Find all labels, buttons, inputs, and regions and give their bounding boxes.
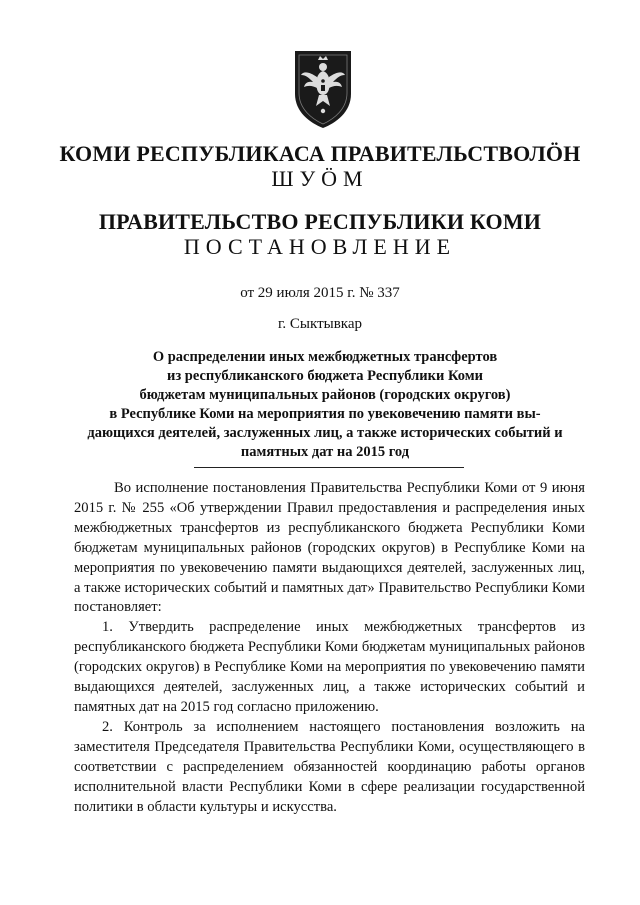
clause-2: 2. Контроль за исполнением настоящего постановления возложить на заместителя Председателя Правительства Республики Коми, осуществляющего в соответствии с распределением обязанностей координацию работы органов исполнительной власти Республики Коми в сфере реализации государственной политики в области культуры и искусства.	[74, 718, 585, 815]
document-title	[70, 348, 580, 462]
title-divider	[194, 467, 464, 468]
preamble-paragraph: Во исполнение постановления Правительства Республики Коми от 9 июня 2015 г. № 255 «Об утверждении Правил предоставления и распределения иных межбюджетных трансфертов из республиканского бюджета Республики Коми бюджетам муниципальных районов (городских округов) в Республике Коми на мероприятия по увековечению памяти выдающихся деятелей, заслуженных лиц, а также исторических событий и памятных дат» Правительство Республики Коми постановляет:	[74, 480, 585, 616]
clause-1: 1. Утвердить распределение иных межбюджетных трансфертов из республиканского бюджета Республики Коми бюджетам муниципальных районов (городских округов) в Республике Коми на мероприятия по увековечению памяти выдающихся деятелей, заслуженных лиц, а также исторических событий и памятных дат на 2015 год согласно приложению.	[74, 619, 585, 715]
coat-of-arms-icon	[292, 48, 354, 130]
komi-heading: КОМИ РЕСПУБЛИКАСА ПРАВИТЕЛЬСТВОЛÖН	[59, 141, 581, 166]
russian-heading: ПРАВИТЕЛЬСТВО РЕСПУБЛИКИ КОМИ	[98, 209, 542, 234]
title-line: О распределении иных межбюджетных трансфертов	[152, 349, 498, 365]
document-type-heading: ПОСТАНОВЛЕНИЕ	[183, 234, 457, 259]
title-line: из республиканского бюджета Республики Коми	[166, 368, 483, 384]
title-line: бюджетам муниципальных районов (городских округов)	[139, 387, 511, 403]
title-line: дающихся деятелей, заслуженных лиц, а также исторических событий и	[87, 425, 563, 441]
title-line: памятных дат на 2015 год	[240, 444, 410, 460]
title-line: в Республике Коми на мероприятия по увековечению памяти вы-	[109, 406, 541, 422]
city-name: г. Сыктывкар	[277, 316, 363, 332]
document-body	[74, 479, 585, 817]
document-date-number: от 29 июля 2015 г. № 337	[240, 285, 400, 301]
komi-subheading: ШУÖМ	[271, 166, 369, 191]
